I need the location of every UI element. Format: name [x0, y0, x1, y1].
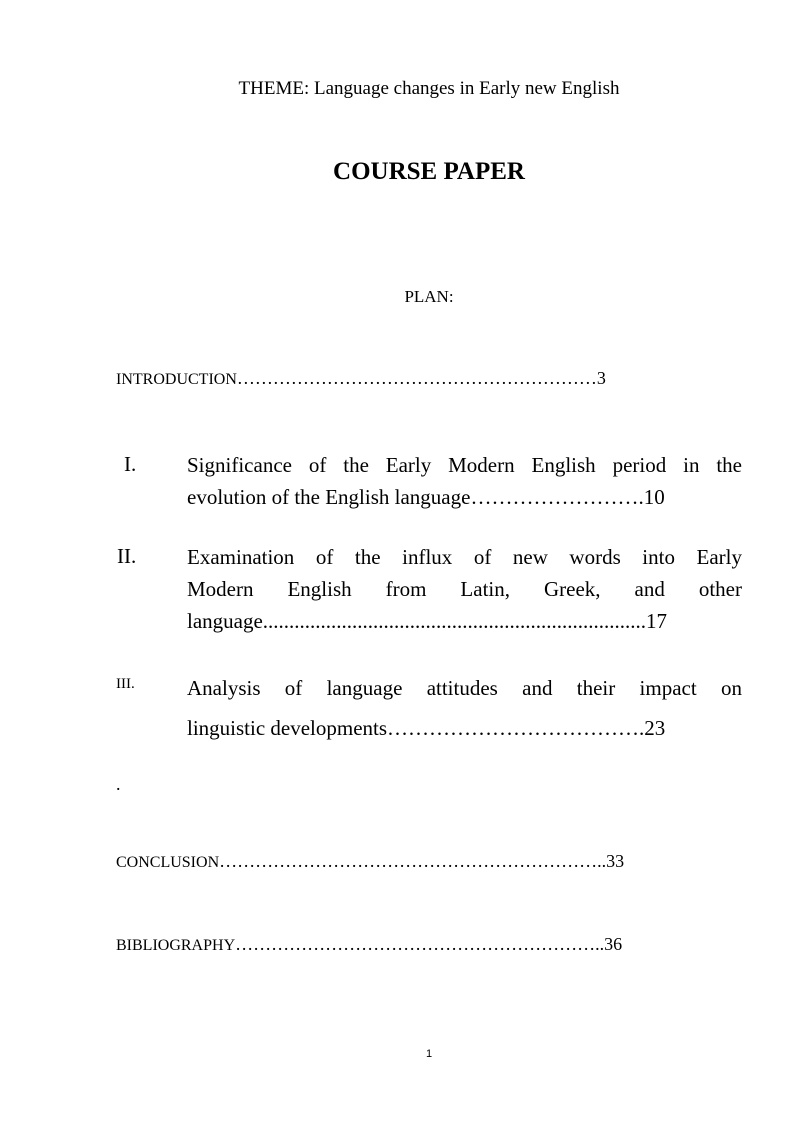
page-number: 1	[425, 1048, 433, 1060]
toc-entry-label: CONCLUSION	[116, 854, 220, 871]
toc-entry-leader: ……………………………………………………	[236, 368, 597, 388]
section-numeral: III.	[116, 676, 135, 692]
stray-period: .	[116, 774, 121, 794]
toc-entry-introduction	[116, 368, 606, 389]
section-line: linguistic developments……………………………….23	[187, 716, 666, 740]
section-line: Modern English from Latin, Greek, and other	[187, 577, 742, 601]
toc-entry-page: .33	[601, 851, 625, 871]
theme-line: THEME: Language changes in Early new English	[238, 78, 620, 99]
toc-entry-page: 3	[596, 368, 606, 388]
toc-entry-bibliography	[116, 934, 622, 955]
toc-entry-leader: ……………………………………………………….	[219, 851, 602, 871]
section-numeral: II.	[117, 544, 137, 568]
section-numeral: I.	[124, 452, 137, 476]
toc-entry-conclusion	[116, 851, 624, 872]
section-entry	[187, 541, 742, 637]
section-entry	[187, 449, 742, 513]
section-line: Significance of the Early Modern English period in the	[187, 453, 742, 477]
toc-entry-label: BIBLIOGRAPHY	[116, 937, 236, 954]
toc-entry-label: INTRODUCTION	[116, 371, 237, 388]
section-line: Examination of the influx of new words into Early	[187, 545, 742, 569]
section-entry	[187, 668, 742, 748]
toc-entry-leader: …………………………………………………….	[235, 934, 600, 954]
toc-entry-page: .36	[599, 934, 623, 954]
section-line: language.........................................................................17	[187, 609, 668, 633]
section-line: evolution of the English language…………………….10	[187, 485, 665, 509]
plan-heading: PLAN:	[404, 287, 454, 306]
section-line: Analysis of language attitudes and their impact on	[187, 676, 742, 700]
document-title: COURSE PAPER	[333, 158, 525, 185]
